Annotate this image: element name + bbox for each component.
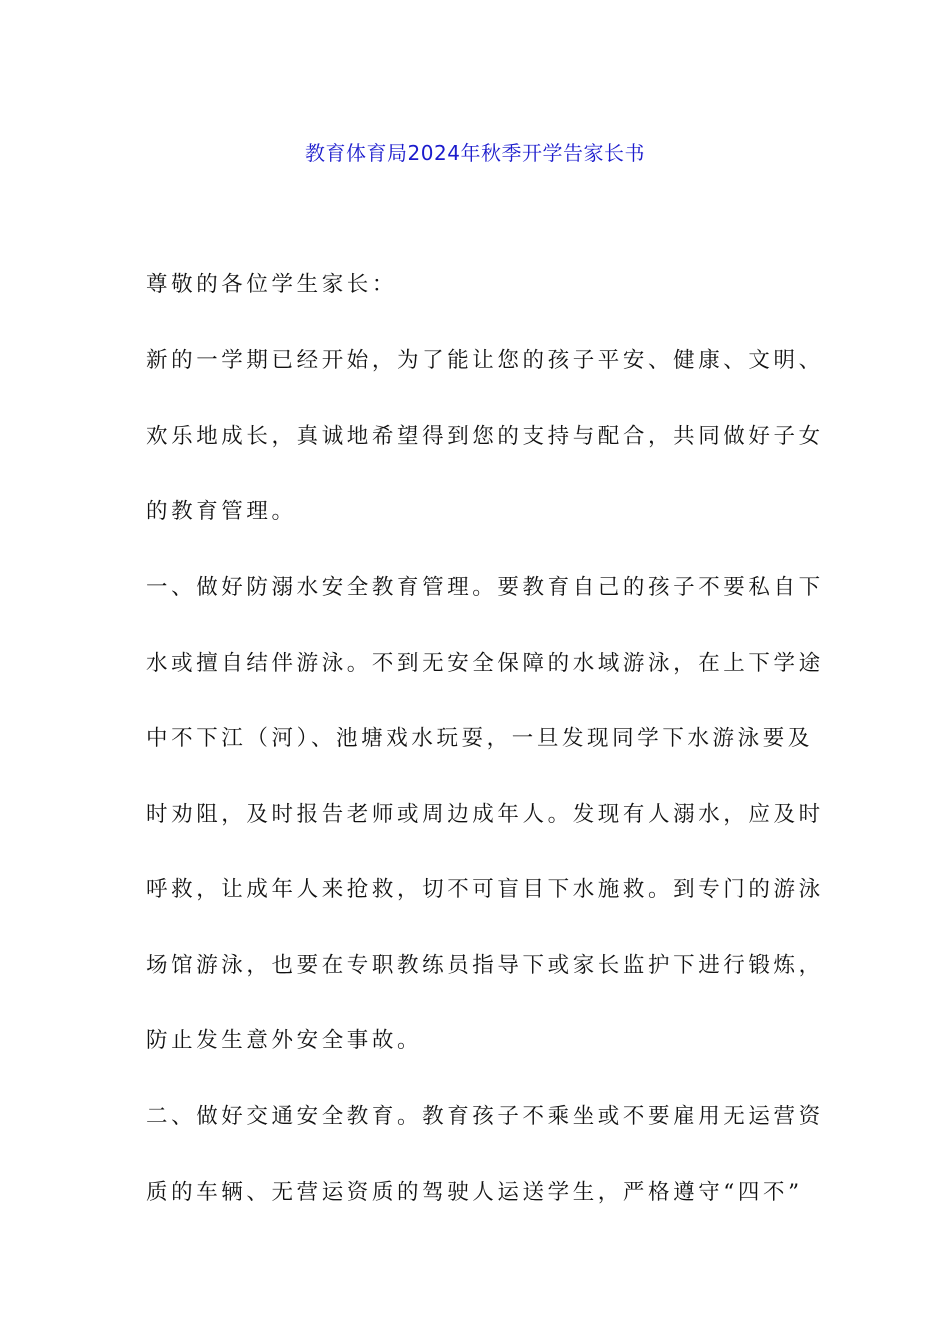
body-line: 质的车辆、无营运资质的驾驶人运送学生，严格遵守“四不” (146, 1180, 803, 1205)
body-line: 场馆游泳，也要在专职教练员指导下或家长监护下进行锻炼， (146, 953, 824, 978)
body-line: 的教育管理。 (146, 499, 297, 524)
body-line: 新的一学期已经开始，为了能让您的孩子平安、健康、文明、 (146, 348, 824, 373)
body-line: 呼救，让成年人来抢救，切不可盲目下水施救。到专门的游泳 (146, 877, 824, 902)
greeting-line: 尊敬的各位学生家长： (146, 272, 398, 297)
body-line: 中不下江（河）、池塘戏水玩耍，一旦发现同学下水游泳要及 (146, 726, 813, 751)
document-title: 教育体育局2024年秋季开学告家长书 (305, 141, 645, 165)
body-line: 时劝阻，及时报告老师或周边成年人。发现有人溺水，应及时 (146, 802, 824, 827)
body-line: 二、做好交通安全教育。教育孩子不乘坐或不要雇用无运营资 (146, 1104, 824, 1129)
body-line: 水或擅自结伴游泳。不到无安全保障的水域游泳，在上下学途 (146, 651, 824, 676)
body-line: 欢乐地成长，真诚地希望得到您的支持与配合，共同做好子女 (146, 424, 824, 449)
body-line: 防止发生意外安全事故。 (146, 1028, 423, 1053)
body-line: 一、做好防溺水安全教育管理。要教育自己的孩子不要私自下 (146, 575, 824, 600)
